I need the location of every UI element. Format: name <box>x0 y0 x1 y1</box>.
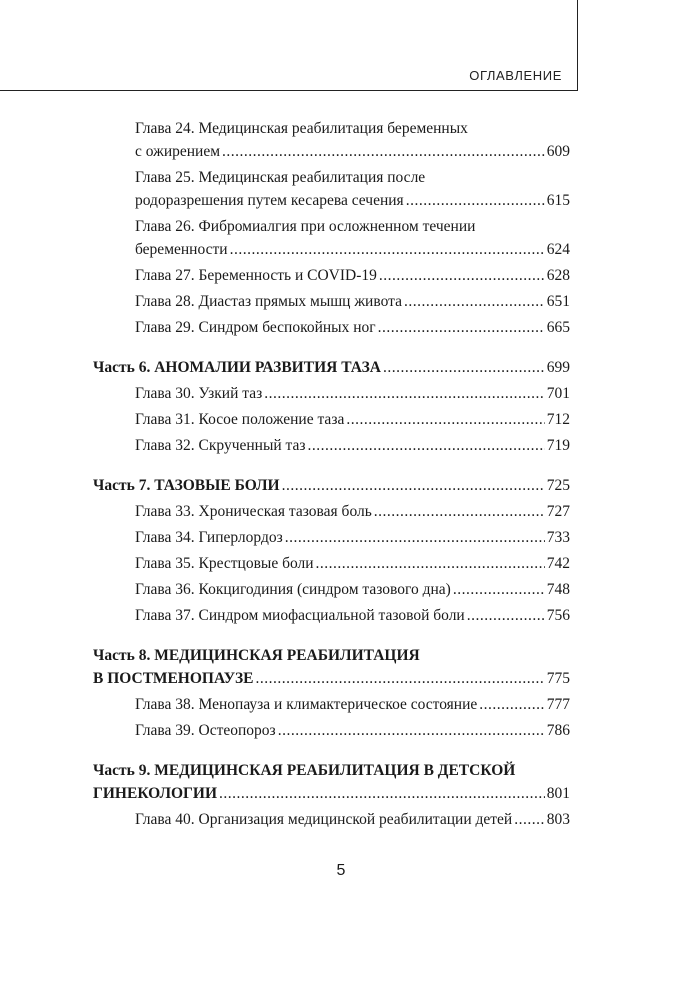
toc-entry-chapter-29[interactable] <box>93 316 570 339</box>
toc-entry-page: 665 <box>546 319 570 336</box>
toc-entry-title-line: Глава 26. Фибромиалгия при осложненном течении <box>135 218 476 235</box>
dot-leader <box>374 500 545 523</box>
toc-entry-page: 651 <box>546 293 570 310</box>
dot-leader <box>256 667 545 690</box>
toc-entry-part-8[interactable] <box>93 644 570 690</box>
toc-entry-page: 803 <box>546 811 570 828</box>
toc-entry-chapter-40[interactable] <box>93 808 570 831</box>
toc-entry-page: 699 <box>546 359 570 376</box>
dot-leader <box>222 140 545 163</box>
toc-entry-title: Глава 37. Синдром миофасциальной тазовой боли <box>135 607 465 624</box>
toc-entry-chapter-35[interactable] <box>93 552 570 575</box>
dot-leader <box>278 719 545 742</box>
running-header-title: ОГЛАВЛЕНИЕ <box>469 68 562 83</box>
toc-entry-title: Глава 31. Косое положение таза <box>135 411 345 428</box>
toc-entry-title-line: Глава 24. Медицинская реабилитация беременных <box>135 120 468 137</box>
toc-entry-title: Глава 27. Беременность и COVID-19 <box>135 267 377 284</box>
toc-entry-page: 624 <box>546 241 570 258</box>
dot-leader <box>346 408 544 431</box>
toc-entry-page: 725 <box>546 477 570 494</box>
toc-entry-page: 701 <box>546 385 570 402</box>
dot-leader <box>378 316 545 339</box>
dot-leader <box>514 808 545 831</box>
toc-entry-title: Часть 6. АНОМАЛИИ РАЗВИТИЯ ТАЗА <box>93 359 381 376</box>
toc-entry-part-9[interactable] <box>93 759 570 805</box>
toc-entry-title: Глава 35. Крестцовые боли <box>135 555 314 572</box>
dot-leader <box>453 578 545 601</box>
toc-entry-part-7[interactable] <box>93 474 570 497</box>
toc-entry-title: Часть 7. ТАЗОВЫЕ БОЛИ <box>93 477 280 494</box>
toc-entry-title: Глава 40. Организация медицинской реабилитации детей <box>135 811 513 828</box>
toc-entry-page: 775 <box>546 670 570 687</box>
toc-entry-chapter-30[interactable] <box>93 382 570 405</box>
toc-entry-title-line: Глава 25. Медицинская реабилитация после <box>135 169 426 186</box>
toc-entry-title: родоразрешения путем кесарева сечения <box>135 192 404 209</box>
dot-leader <box>379 264 545 287</box>
toc-entry-page: 756 <box>546 607 570 624</box>
dot-leader <box>404 290 545 313</box>
header-vertical-rule <box>577 0 578 91</box>
toc-entry-title: Глава 39. Остеопороз <box>135 722 276 739</box>
toc-entry-title: В ПОСТМЕНОПАУЗЕ <box>93 670 254 687</box>
header-horizontal-rule <box>0 90 577 91</box>
toc-entry-page: 609 <box>546 143 570 160</box>
toc-entry-chapter-31[interactable] <box>93 408 570 431</box>
toc-entry-part-6[interactable] <box>93 356 570 379</box>
toc-entry-chapter-32[interactable] <box>93 434 570 457</box>
dot-leader <box>406 189 545 212</box>
toc-entry-chapter-28[interactable] <box>93 290 570 313</box>
toc-entry-page: 777 <box>546 696 570 713</box>
toc-entry-page: 801 <box>546 785 570 802</box>
toc-entry-page: 719 <box>546 437 570 454</box>
dot-leader <box>264 382 545 405</box>
table-of-contents <box>93 117 570 834</box>
toc-entry-page: 727 <box>546 503 570 520</box>
toc-entry-title-line: Часть 8. МЕДИЦИНСКАЯ РЕАБИЛИТАЦИЯ <box>93 647 420 664</box>
dot-leader <box>316 552 545 575</box>
toc-entry-title: Глава 29. Синдром беспокойных ног <box>135 319 376 336</box>
toc-entry-page: 712 <box>546 411 570 428</box>
toc-entry-chapter-24[interactable] <box>93 117 570 163</box>
dot-leader <box>282 474 545 497</box>
dot-leader <box>285 526 545 549</box>
dot-leader <box>467 604 545 627</box>
toc-entry-chapter-38[interactable] <box>93 693 570 716</box>
dot-leader <box>479 693 544 716</box>
toc-entry-page: 733 <box>546 529 570 546</box>
toc-entry-chapter-33[interactable] <box>93 500 570 523</box>
toc-entry-title: беременности <box>135 241 228 258</box>
dot-leader <box>383 356 545 379</box>
toc-entry-title: Глава 28. Диастаз прямых мышц живота <box>135 293 402 310</box>
toc-entry-chapter-37[interactable] <box>93 604 570 627</box>
toc-entry-chapter-34[interactable] <box>93 526 570 549</box>
toc-entry-title: Глава 32. Скрученный таз <box>135 437 306 454</box>
toc-entry-page: 615 <box>546 192 570 209</box>
toc-entry-title: Глава 38. Менопауза и климактерическое состояние <box>135 696 478 713</box>
toc-entry-title: ГИНЕКОЛОГИИ <box>93 785 218 802</box>
toc-entry-page: 628 <box>546 267 570 284</box>
toc-entry-title: Глава 34. Гиперлордоз <box>135 529 283 546</box>
toc-entry-page: 742 <box>546 555 570 572</box>
toc-entry-page: 786 <box>546 722 570 739</box>
toc-entry-chapter-27[interactable] <box>93 264 570 287</box>
dot-leader <box>308 434 545 457</box>
toc-entry-chapter-39[interactable] <box>93 719 570 742</box>
toc-entry-title: Глава 30. Узкий таз <box>135 385 263 402</box>
dot-leader <box>219 782 545 805</box>
toc-entry-page: 748 <box>546 581 570 598</box>
toc-entry-chapter-25[interactable] <box>93 166 570 212</box>
toc-entry-title: Глава 33. Хроническая тазовая боль <box>135 503 372 520</box>
toc-entry-chapter-36[interactable] <box>93 578 570 601</box>
toc-entry-chapter-26[interactable] <box>93 215 570 261</box>
dot-leader <box>230 238 545 261</box>
toc-entry-title-line: Часть 9. МЕДИЦИНСКАЯ РЕАБИЛИТАЦИЯ В ДЕТСКОЙ <box>93 762 516 779</box>
page-number: 5 <box>336 862 346 879</box>
toc-entry-title: с ожирением <box>135 143 221 160</box>
toc-entry-title: Глава 36. Кокцигодиния (синдром тазового дна) <box>135 581 451 598</box>
